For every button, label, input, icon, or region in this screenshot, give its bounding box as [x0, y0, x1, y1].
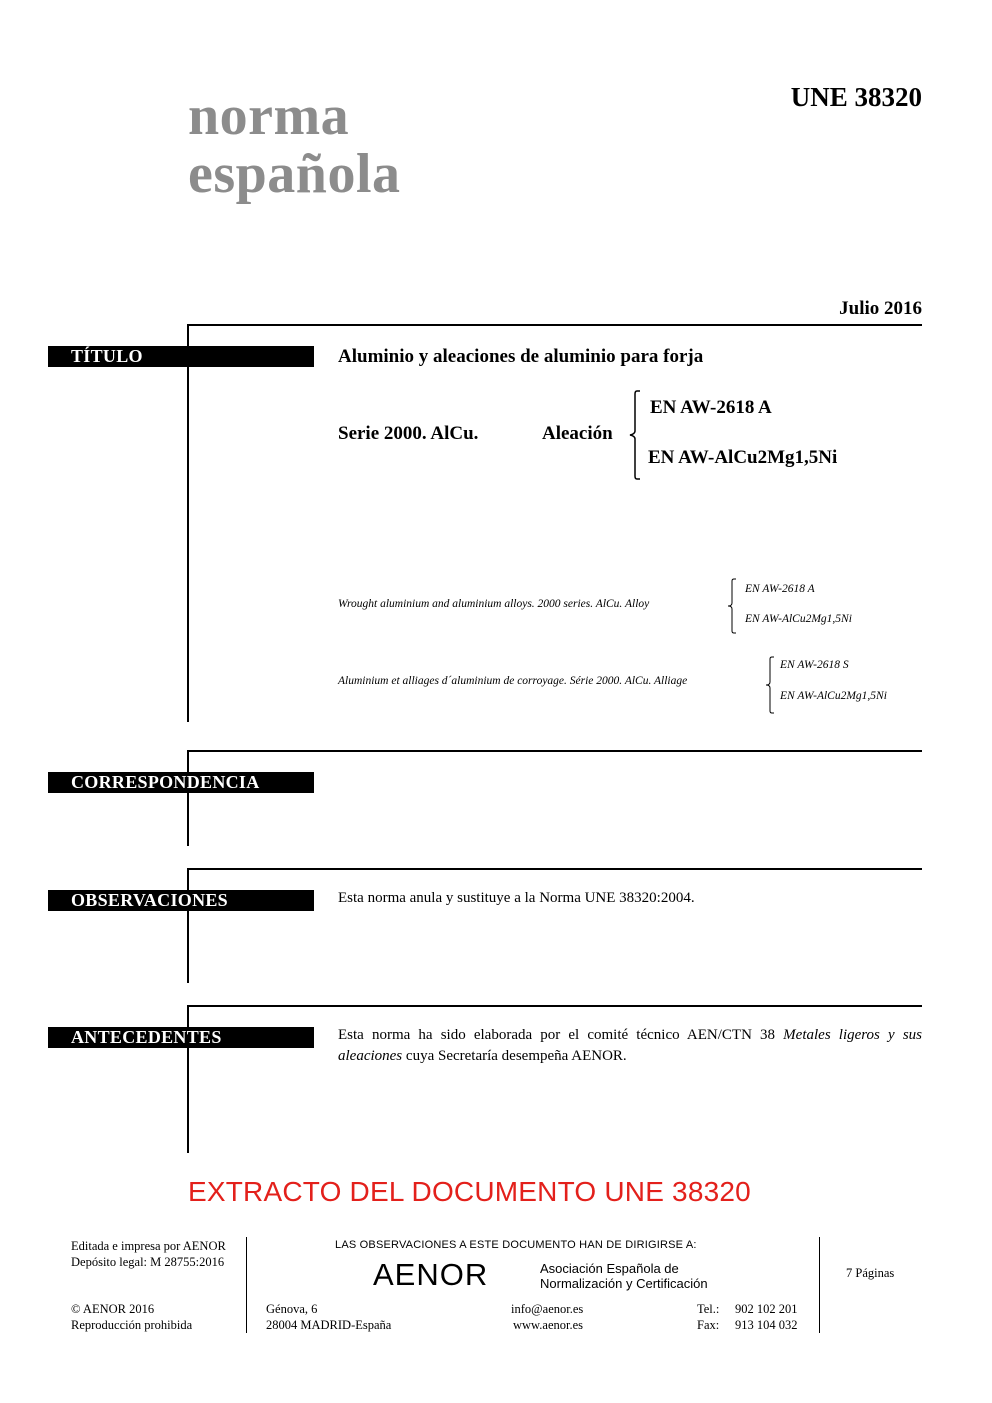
antecedentes-committee-name: Metales ligeros y sus aleaciones — [338, 1027, 922, 1064]
footer-copyright: © AENOR 2016 — [71, 1302, 155, 1316]
alloy-2: EN AW-AlCu2Mg1,5Ni — [648, 447, 838, 468]
titulo-label: TÍTULO — [48, 346, 314, 367]
french-title: Aluminium et alliages d´aluminium de corroyage. Série 2000. AlCu. Alliage — [338, 675, 688, 687]
publication-date: Julio 2016 — [839, 298, 922, 319]
aenor-name-line-1: Asociación Española de — [540, 1261, 679, 1276]
brand-line-2: española — [188, 143, 401, 205]
main-title: Aluminio y aleaciones de aluminio para forja — [338, 346, 704, 367]
french-alloy-2: EN AW-AlCu2Mg1,5Ni — [780, 690, 887, 702]
english-alloy-2: EN AW-AlCu2Mg1,5Ni — [745, 613, 852, 625]
correspondencia-left-rule — [187, 750, 189, 846]
footer-address-2: 28004 MADRID-España — [266, 1318, 392, 1332]
alloy-brace — [628, 390, 644, 480]
footer-observations-notice: LAS OBSERVACIONES A ESTE DOCUMENTO HAN DE DIRIGIRSE A: — [335, 1239, 697, 1251]
observaciones-text: Esta norma anula y sustituye a la Norma UNE 38320:2004. — [338, 890, 695, 906]
antecedentes-text-before: Esta norma ha sido elaborada por el comité técnico AEN/CTN 38 — [338, 1027, 784, 1043]
antecedentes-text — [338, 1025, 922, 1067]
antecedentes-text-after: cuya Secretaría desempeña AENOR. — [402, 1048, 627, 1064]
english-alloy-1: EN AW-2618 A — [745, 583, 815, 595]
footer-reproduction: Reproducción prohibida — [71, 1318, 193, 1332]
footer-edited-by: Editada e impresa por AENOR — [71, 1239, 226, 1253]
titulo-left-rule — [187, 324, 189, 722]
english-title: Wrought aluminium and aluminium alloys. 2000 series. AlCu. Alloy — [338, 598, 650, 610]
observaciones-label: OBSERVACIONES — [48, 890, 314, 911]
alloy-label: Aleación — [542, 423, 613, 444]
footer-fax-label: Fax: — [697, 1318, 720, 1332]
footer-tel-label: Tel.: — [697, 1302, 720, 1316]
french-alloy-brace — [764, 656, 776, 714]
extract-notice: EXTRACTO DEL DOCUMENTO UNE 38320 — [188, 1176, 751, 1207]
brand-line-1: norma — [188, 85, 350, 147]
antecedentes-top-rule — [188, 1005, 922, 1007]
observaciones-left-rule — [187, 868, 189, 983]
antecedentes-label: ANTECEDENTES — [48, 1027, 314, 1048]
french-alloy-1: EN AW-2618 S — [780, 659, 849, 671]
footer-tel: 902 102 201 — [735, 1302, 798, 1316]
series-text: Serie 2000. AlCu. — [338, 423, 479, 444]
english-alloy-brace — [726, 578, 738, 634]
footer-divider-left — [246, 1237, 247, 1333]
footer-divider-right — [819, 1237, 820, 1333]
titulo-top-rule — [188, 324, 922, 326]
observaciones-top-rule — [188, 868, 922, 870]
footer-legal-deposit: Depósito legal: M 28755:2016 — [71, 1255, 225, 1269]
correspondencia-label: CORRESPONDENCIA — [48, 772, 314, 793]
aenor-name-line-2: Normalización y Certificación — [540, 1276, 708, 1291]
standard-code: UNE 38320 — [790, 82, 922, 112]
footer-address-1: Génova, 6 — [266, 1302, 318, 1316]
correspondencia-top-rule — [188, 750, 922, 752]
aenor-logo: AENOR — [373, 1257, 489, 1292]
footer-website: www.aenor.es — [513, 1318, 584, 1332]
footer-fax: 913 104 032 — [735, 1318, 798, 1332]
alloy-1: EN AW-2618 A — [650, 397, 772, 418]
footer-page-count: 7 Páginas — [846, 1266, 895, 1280]
footer-email: info@aenor.es — [511, 1302, 584, 1316]
